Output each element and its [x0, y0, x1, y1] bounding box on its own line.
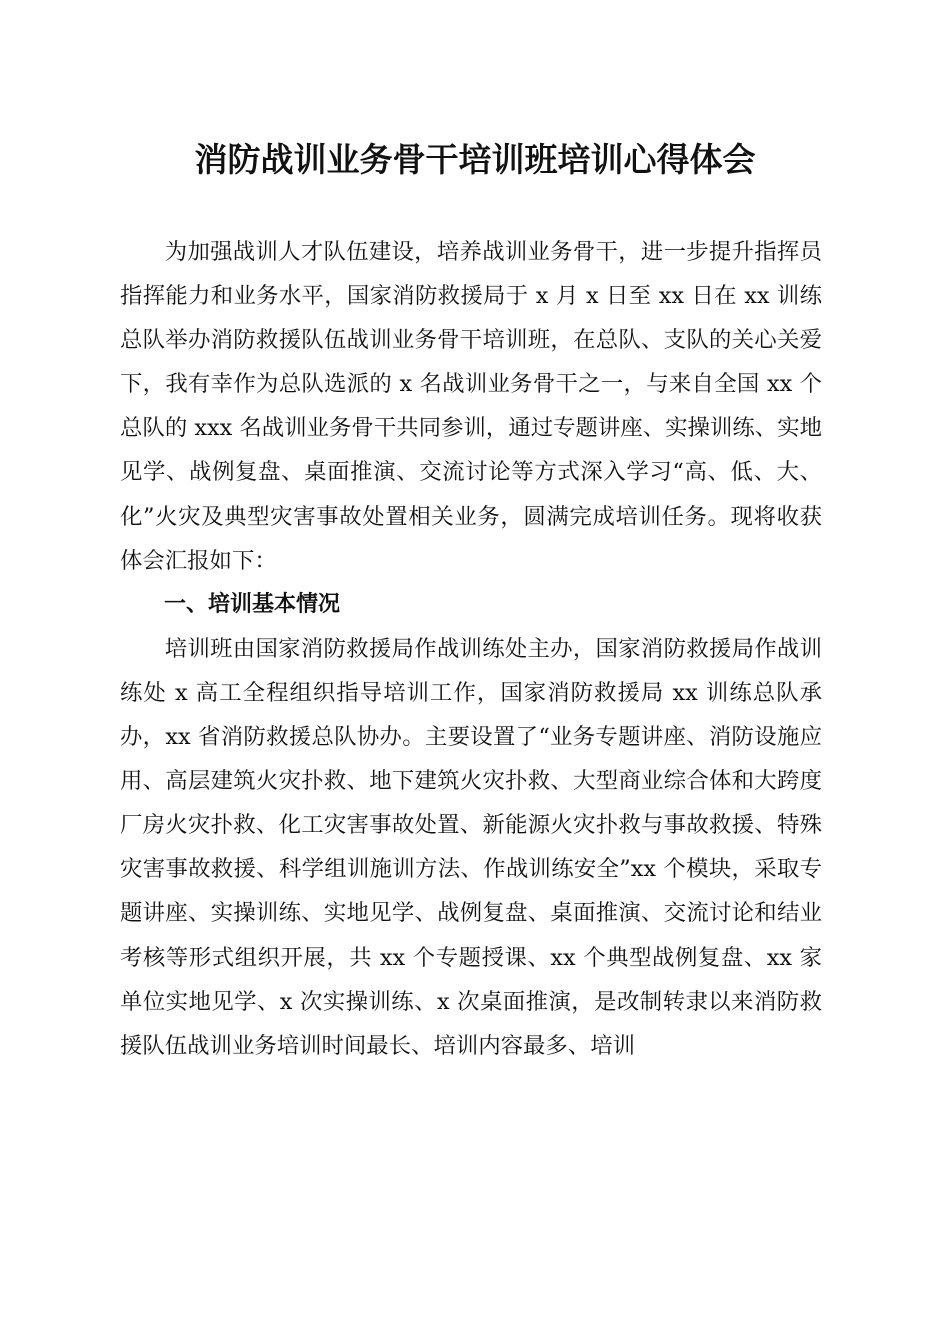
intro-paragraph: 为加强战训人才队伍建设，培养战训业务骨干，进一步提升指挥员指挥能力和业务水平，国家消防救援局于 x 月 x 日至 xx 日在 xx 训练总队举办消防救援队伍战训业务骨干培训班，在总队、支队的关心关爱下，我有幸作为总队选派的 x 名战训业务骨干之一，与来自全国 xx 个总队的 xxx 名战训业务骨干共同参训，通过专题讲座、实操训练、实地见学、战例复盘、桌面推演、交流讨论等方式深入学习“高、低、大、化”火灾及典型灾害事故处置相关业务，圆满完成培训任务。现将收获体会汇报如下：: [120, 239, 822, 574]
section-heading-training-overview: 一、培训基本情况: [164, 591, 341, 617]
document-body: [120, 230, 822, 1068]
document-title: 消防战训业务骨干培训班培训心得体会: [194, 140, 756, 179]
training-overview-paragraph: 培训班由国家消防救援局作战训练处主办，国家消防救援局作战训练处 x 高工全程组织指导培训工作，国家消防救援局 xx 训练总队承办，xx 省消防救援总队协办。主要设置了“业务专题讲座、消防设施应用、高层建筑火灾扑救、地下建筑火灾扑救、大型商业综合体和大跨度厂房火灾扑救、化工灾害事故处置、新能源火灾扑救与事故救援、特殊灾害事故救援、科学组训施训方法、作战训练安全”xx 个模块，采取专题讲座、实操训练、实地见学、战例复盘、桌面推演、交流讨论和结业考核等形式组织开展，共 xx 个专题授课、xx 个典型战例复盘、xx 家单位实地见学、x 次实操训练、x 次桌面推演，是改制转隶以来消防救援队伍战训业务培训时间最长、培训内容最多、培训: [120, 635, 822, 1059]
